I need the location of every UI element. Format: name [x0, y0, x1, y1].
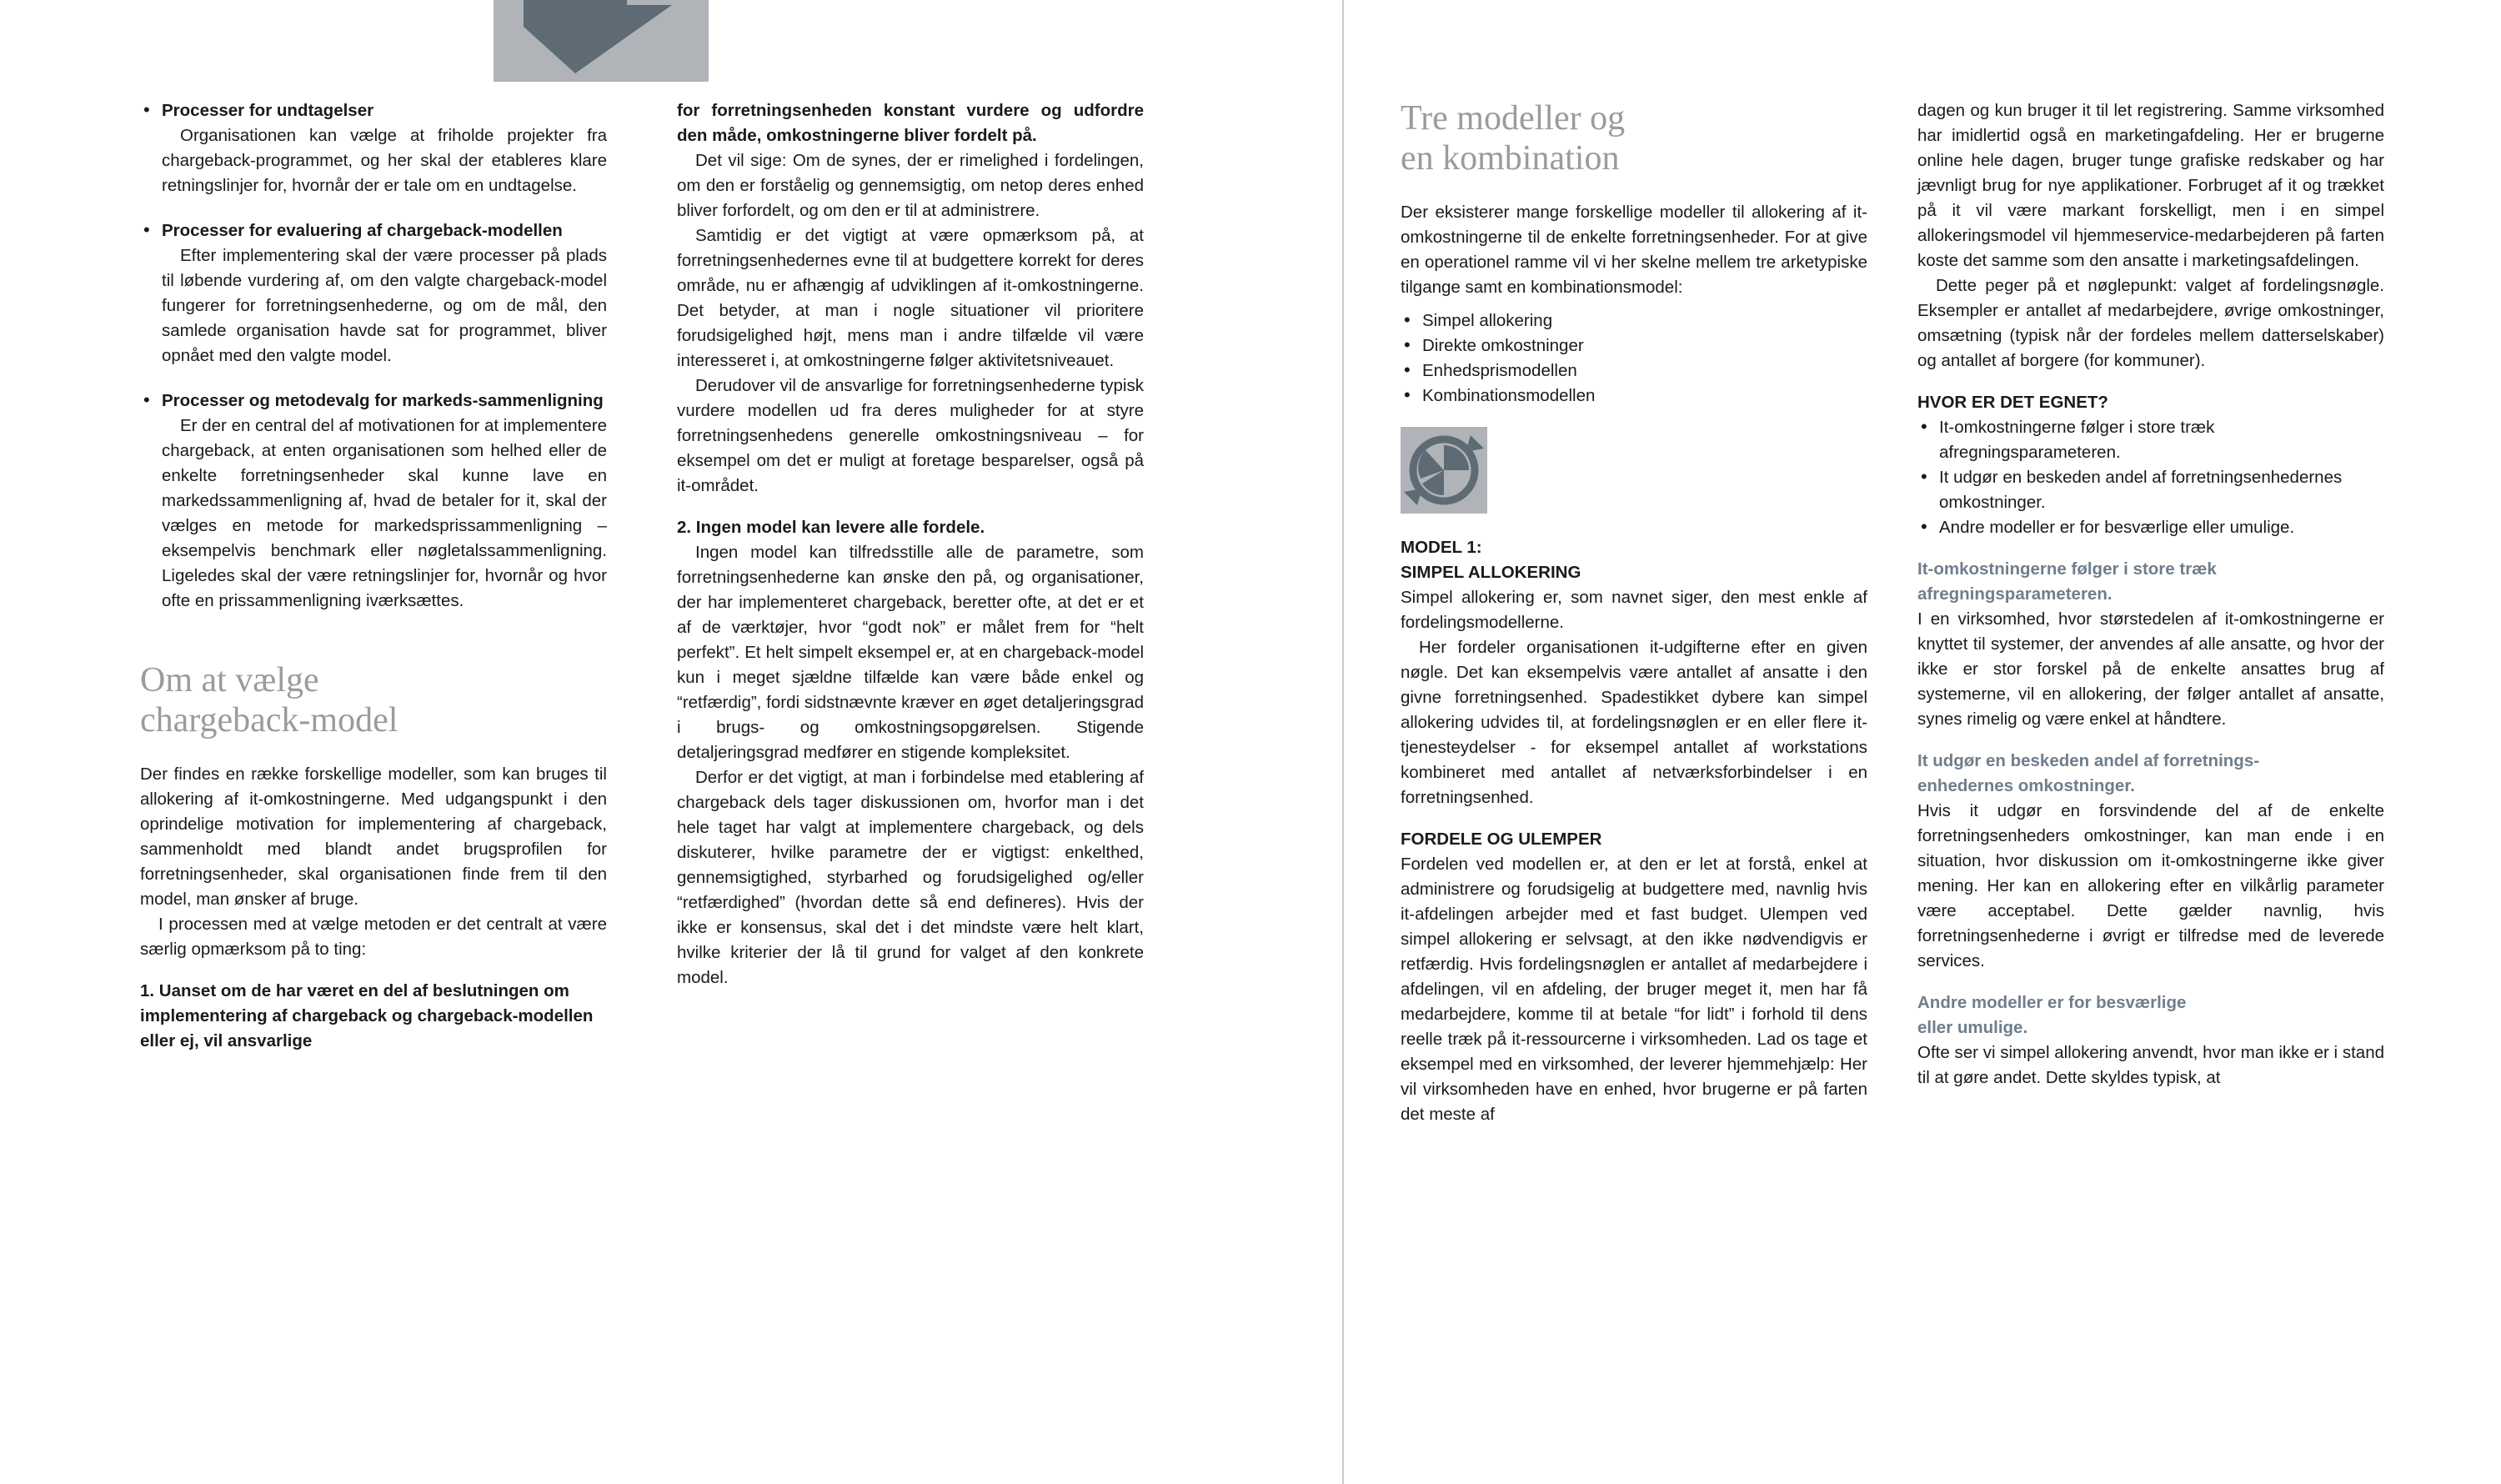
- bullet-body: Organisationen kan vælge at friholde projekter fra chargeback-programmet, og her skal der etableres klare retningslinjer for, hvornår der er tale om en undtagelse.: [162, 126, 607, 195]
- gray-subheading-line-1: Andre modeller er for besværlige: [1917, 993, 2187, 1012]
- section-title-line-1: Tre modeller og: [1401, 99, 1626, 138]
- column-2: [677, 98, 1144, 990]
- paragraph: Hvis it udgør en forsvindende del af de enkelte forretningsenheders omkostninger, kan man ende i en situation, hvor diskussion om it-omkostningerne ikke giver mening. Her kan en allokering efter en vilkårlig parameter være acceptabel. Dette gælder navnlig, hvis forretningsenhederne i øvrigt er tilfredse med de leverede services.: [1917, 801, 2384, 970]
- heading-continuation: for forretningsenheden konstant vurdere og udfordre den måde, omkostningerne bliver fordelt på.: [677, 101, 1144, 145]
- column-3: [1401, 98, 1867, 1127]
- model-label: MODEL 1:: [1401, 538, 1482, 557]
- section-title-line-2: en kombination: [1401, 139, 1620, 178]
- list-item: • Kombinationsmodellen: [1401, 384, 1867, 409]
- paragraph: Dette peger på et nøglepunkt: valget af fordelingsnøgle. Eksempler er antallet af medarbejdere, øvrige omkostninger, omsætning (typisk når der fordeles mellem datterselskaber) og antallet af borgere (for kommuner).: [1917, 276, 2384, 370]
- list-item: • Andre modeller er for besværlige eller umulige.: [1917, 515, 2384, 540]
- paragraph: Det vil sige: Om de synes, der er rimelighed i fordelingen, om den er forståelig og gennemsigtig, om netop deres enhed bliver forfordelt, og om den er til at administrere.: [677, 151, 1144, 220]
- gray-subheading-line-2: eller umulige.: [1917, 1018, 2028, 1037]
- spacer: [1917, 974, 2384, 990]
- paragraph: Ingen model kan tilfredsstille alle de parametre, som forretningsenhederne kan ønske den på, og organisationer, der har implementeret chargeback, beretter ofte, at det er et af de værktøjer, hvor “godt nok” er målet frem for “helt perfekt”. Et helt simpelt eksempel er, at en chargeback-model kun i meget sjældne tilfælde kan være både enkel og “retfærdig”, fordi sidstnævnte kræver en øget detaljeringsgrad i brugs- og omkostningsopgørelsen. Stigende detaljeringsgrad medfører en stigende kompleksitet.: [677, 543, 1144, 762]
- paragraph: Samtidig er det vigtigt at være opmærksom på, at forretningsenhedernes evne til at budgettere korrekt for deres område, nu er afhængig af udviklingen af it-omkostningerne. Det betyder, at man i nogle situationer vil prioritere forudsigelighed højt, mens man i andre tilfælde vil være interesseret i, at omkostningerne følger aktivitetsniveauet.: [677, 226, 1144, 370]
- paragraph: I processen med at vælge metoden er det centralt at være særlig opmærksom på to ting:: [140, 915, 607, 959]
- subheading: HVOR ER DET EGNET?: [1917, 393, 2108, 412]
- gray-subheading-line-1: It udgør en beskeden andel af forretnings-: [1917, 751, 2260, 770]
- arrow-decoration-block: [494, 0, 709, 82]
- spacer: [140, 962, 607, 979]
- down-arrow-icon: [494, 0, 709, 82]
- pie-cycle-icon: [1401, 427, 1487, 514]
- bullet-title: • Processer og metodevalg for markeds-sammenligning: [162, 391, 604, 410]
- bullet-body: Er der en central del af motivationen for at implementere chargeback, at enten organisationen som helhed eller de enkelte forretningsenheder skal kunne lave en markedssammenligning af, hvad de betaler for it, skal der vælges en metode for markedsprissammenligning – eksempelvis benchmark eller nøgletalssammenligning. Ligeledes skal der være retningslinjer for, hvornår og hvor ofte en prissammenligning iværksættes.: [162, 416, 607, 610]
- paragraph: Her fordeler organisationen it-udgifterne efter en given nøgle. Det kan eksempelvis være antallet af ansatte i den givne forretningsenhed. Spadestikket dybere kan simpel allokering udvides til, at fordelingsnøglen er en eller flere it-tjenesteydelser - for eksempel antallet af workstations kombineret med antallet af netværksforbindelser i en forretningsenhed.: [1401, 638, 1867, 807]
- section-title-line-1: Om at vælge: [140, 661, 319, 699]
- process-bullet-list: [140, 98, 607, 614]
- numbered-heading: 2. Ingen model kan levere alle fordele.: [677, 518, 985, 537]
- list-item: • It-omkostningerne følger i store træk afregningsparameteren.: [1917, 415, 2384, 465]
- paragraph: Simpel allokering er, som navnet siger, den mest enkle af fordelingsmodellerne.: [1401, 588, 1867, 632]
- numbered-heading: 1. Uanset om de har været en del af beslutningen om implementering af chargeback og chargeback-modellen eller ej, vil ansvarlige: [140, 981, 594, 1050]
- paragraph: I en virksomhed, hvor størstedelen af it-omkostningerne er knyttet til systemer, der anvendes af alle ansatte, og hvor der ikke er stor forskel på de enkelte ansattes brug af systemerne, vil en allokering, der følger antallet af ansatte, synes rimelig og være enkel at håndtere.: [1917, 609, 2384, 729]
- list-item: • Direkte omkostninger: [1401, 333, 1867, 358]
- model-name: SIMPEL ALLOKERING: [1401, 563, 1581, 582]
- spacer: [1917, 374, 2384, 390]
- gray-subheading-line-1: It-omkostningerne følger i store træk: [1917, 559, 2217, 579]
- paragraph: Der findes en række forskellige modeller, som kan bruges til allokering af it-omkostningerne. Med udgangspunkt i den oprindelige motivation for implementering af chargeback, sammenholdt med blandt andet brugsprofilen for forretningsenheder, skal organisationen finde frem til den model, man ønsker af bruge.: [140, 765, 607, 909]
- spacer: [1917, 732, 2384, 749]
- list-item: • Simpel allokering: [1401, 308, 1867, 333]
- suitability-list: [1917, 415, 2384, 540]
- bullet-title: • Processer for undtagelser: [162, 101, 374, 120]
- list-item: [140, 389, 607, 614]
- list-item: • Enhedsprismodellen: [1401, 358, 1867, 384]
- bullet-title: • Processer for evaluering af chargeback-modellen: [162, 221, 563, 240]
- list-item: • It udgør en beskeden andel af forretningsenhedernes omkostninger.: [1917, 465, 2384, 515]
- spacer: [140, 202, 607, 218]
- spacer: [1401, 300, 1867, 308]
- paragraph: dagen og kun bruger it til let registrering. Samme virksomhed har imidlertid også en marketingafdeling. Her er brugerne online hele dagen, bruger tunge grafiske redskaber og har jævnligt brug for nye applikationer. Forbruget af it og trækket på it vil være markant forskelligt, men i en simpel allokeringsmodel vil hjemmeservice-medarbejderen på farten koste det samme som den ansatte i marketingsafdelingen.: [1917, 101, 2384, 270]
- paragraph: Ofte ser vi simpel allokering anvendt, hvor man ikke er i stand til at gøre andet. Dette skyldes typisk, at: [1917, 1043, 2384, 1087]
- section-title-line-2: chargeback-model: [140, 701, 398, 739]
- column-4: [1917, 98, 2384, 1090]
- spacer: [677, 499, 1144, 515]
- pie-cycle-icon-box: [1401, 427, 1487, 514]
- subheading: FORDELE OG ULEMPER: [1401, 830, 1602, 849]
- gray-subheading-line-2: enhedernes omkostninger.: [1917, 776, 2135, 795]
- spacer: [1401, 810, 1867, 827]
- spacer: [140, 372, 607, 389]
- paragraph: Derfor er det vigtigt, at man i forbindelse med etablering af chargeback dels tager diskussionen om, hvorfor man i det hele taget har valgt at implementere chargeback, og dels diskuterer, hvilke parametre der er vigtigst: enkelthed, gennemsigtighed, styrbarhed og forudsigelighed og/eller “retfærdighed” (hvordan dette så end defineres). Hvis der ikke er konsensus, skal det i det mindste være helt klart, hvilke kriterier der lå til grund for valget af den konkrete model.: [677, 768, 1144, 987]
- paragraph: Derudover vil de ansvarlige for forretningsenhederne typisk vurdere modellen ud fra deres muligheder for at styre forretningsenhedens generelle omkostningsniveau – for eksempel om det er muligt at foretage besparelser, også på it-området.: [677, 376, 1144, 495]
- model-list: [1401, 308, 1867, 409]
- column-1: [140, 98, 607, 1054]
- list-item: [140, 218, 607, 368]
- bullet-body: Efter implementering skal der være processer på plads til løbende vurdering af, om den valgte chargeback-model fungerer for forretningsenhederne, og om de mål, den samlede organisation havde sat for programmet, bliver opnået med den valgte model.: [162, 246, 607, 365]
- page-gutter-divider: [1342, 0, 1344, 1484]
- spacer: [1917, 540, 2384, 557]
- paragraph: Der eksisterer mange forskellige modeller til allokering af it-omkostningerne til de enkelte forretningsenheder. For at give en operationel ramme vil vi her skelne mellem tre arketypiske tilgange samt en kombinationsmodel:: [1401, 203, 1867, 297]
- list-item: [140, 98, 607, 198]
- gray-subheading-line-2: afregningsparameteren.: [1917, 584, 2113, 604]
- paragraph: Fordelen ved modellen er, at den er let at forstå, enkel at administrere og forudsigelig at budgettere med, navnlig hvis it-afdelingen arbejder med et fast budget. Ulempen ved simpel allokering er selvsagt, at den ikke nødvendigvis er retfærdig. Hvis fordelingsnøglen er antallet af medarbejdere i afdelingen, vil en afdeling, der bruger meget it, men har få medarbejdere, komme til at betale “for lidt” i forhold til dens reelle træk på it-ressourcerne i virksomheden. Lad os tage et eksempel med en virksomhed, der leverer hjemmehjælp: Her vil virksomheden have en enhed, hvor brugerne er på farten det meste af: [1401, 855, 1867, 1124]
